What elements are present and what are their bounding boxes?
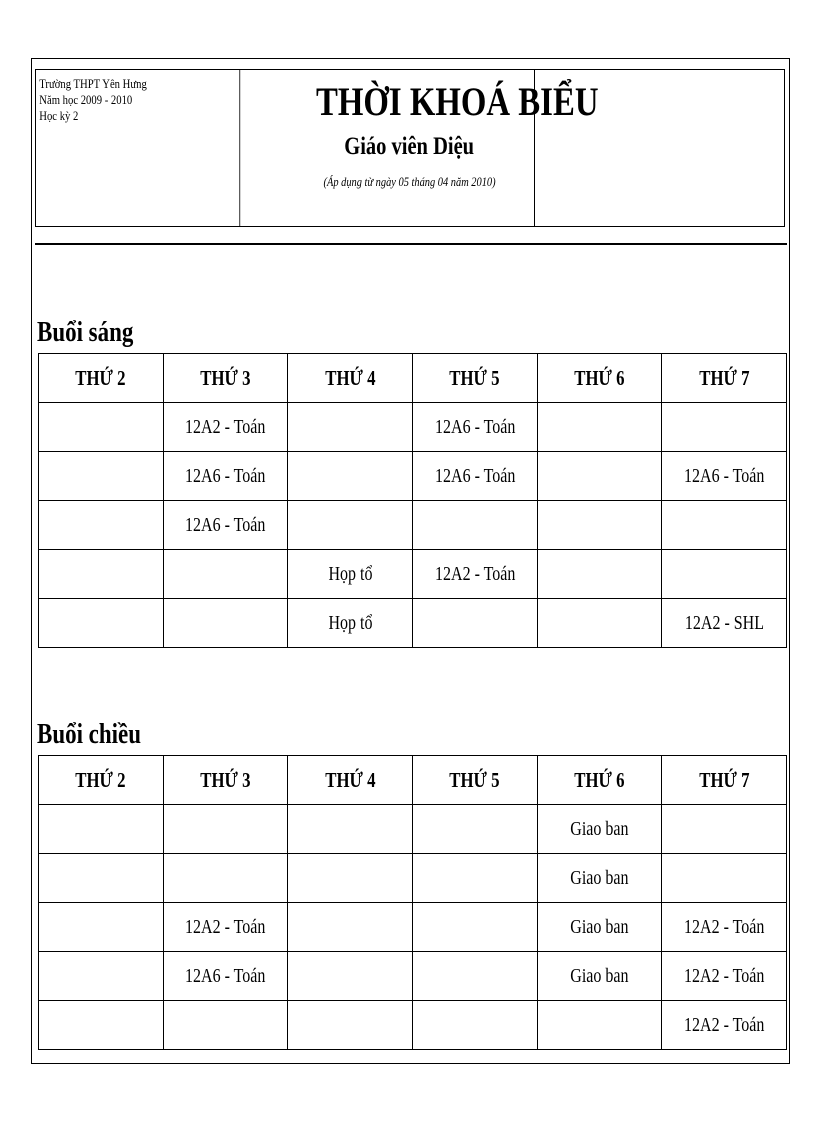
school-name: Trường THPT Yên Hưng <box>39 76 147 91</box>
day-header: THỨ 6 <box>537 354 662 403</box>
schedule-cell <box>412 599 537 648</box>
schedule-cell: Họp tổ <box>288 550 413 599</box>
schedule-cell <box>39 1001 164 1050</box>
schedule-cell <box>288 854 413 903</box>
schedule-cell <box>412 903 537 952</box>
schedule-cell <box>412 501 537 550</box>
schedule-cell <box>537 501 662 550</box>
schedule-cell <box>39 599 164 648</box>
day-header: THỨ 7 <box>662 756 787 805</box>
table-row <box>39 452 787 501</box>
schedule-cell <box>163 1001 288 1050</box>
schedule-cell <box>39 403 164 452</box>
header-box <box>35 69 785 227</box>
schedule-cell: Giao ban <box>537 854 662 903</box>
school-info <box>36 70 240 226</box>
schedule-cell: 12A2 - Toán <box>163 903 288 952</box>
schedule-cell <box>39 501 164 550</box>
schedule-cell <box>288 452 413 501</box>
table-row <box>39 903 787 952</box>
schedule-cell: 12A2 - SHL <box>662 599 787 648</box>
schedule-cell: 12A6 - Toán <box>163 452 288 501</box>
afternoon-schedule-table <box>38 755 787 1050</box>
day-header: THỨ 4 <box>288 756 413 805</box>
schedule-cell <box>662 805 787 854</box>
table-row <box>39 952 787 1001</box>
day-header: THỨ 2 <box>39 756 164 805</box>
schedule-cell: 12A6 - Toán <box>412 403 537 452</box>
day-header: THỨ 5 <box>412 354 537 403</box>
day-header: THỨ 7 <box>662 354 787 403</box>
day-header: THỨ 3 <box>163 354 288 403</box>
table-header-row <box>39 354 787 403</box>
schedule-cell <box>537 599 662 648</box>
divider <box>35 243 787 245</box>
schedule-cell <box>163 550 288 599</box>
schedule-cell <box>537 550 662 599</box>
schedule-cell <box>537 452 662 501</box>
schedule-cell: 12A6 - Toán <box>662 452 787 501</box>
schedule-cell <box>412 805 537 854</box>
schedule-cell <box>288 952 413 1001</box>
schedule-cell <box>412 854 537 903</box>
effective-date: (Áp dụng từ ngày 05 tháng 04 năm 2010) <box>323 174 496 189</box>
table-row <box>39 550 787 599</box>
schedule-cell <box>39 952 164 1001</box>
schedule-cell <box>662 550 787 599</box>
schedule-cell <box>39 805 164 854</box>
table-row <box>39 1001 787 1050</box>
table-row <box>39 501 787 550</box>
schedule-cell <box>288 501 413 550</box>
schedule-cell: Giao ban <box>537 952 662 1001</box>
table-header-row <box>39 756 787 805</box>
day-header: THỨ 2 <box>39 354 164 403</box>
schedule-cell <box>662 501 787 550</box>
schedule-cell <box>662 854 787 903</box>
schedule-cell <box>412 1001 537 1050</box>
schedule-cell: Giao ban <box>537 903 662 952</box>
schedule-cell <box>537 1001 662 1050</box>
schedule-cell: 12A6 - Toán <box>163 501 288 550</box>
teacher-name: Giáo viên Diệu <box>344 133 475 160</box>
day-header: THỨ 3 <box>163 756 288 805</box>
schedule-cell <box>163 599 288 648</box>
school-year: Năm học 2009 - 2010 <box>39 92 133 107</box>
schedule-cell <box>412 952 537 1001</box>
schedule-cell <box>39 452 164 501</box>
day-header: THỨ 4 <box>288 354 413 403</box>
morning-heading: Buổi sáng <box>37 317 134 348</box>
morning-schedule-table <box>38 353 787 648</box>
schedule-cell: Họp tổ <box>288 599 413 648</box>
schedule-cell: 12A2 - Toán <box>163 403 288 452</box>
schedule-cell <box>537 403 662 452</box>
schedule-cell <box>39 903 164 952</box>
day-header: THỨ 6 <box>537 756 662 805</box>
table-row <box>39 403 787 452</box>
schedule-cell <box>39 550 164 599</box>
schedule-cell: 12A2 - Toán <box>412 550 537 599</box>
schedule-cell <box>288 805 413 854</box>
schedule-cell: 12A2 - Toán <box>662 1001 787 1050</box>
schedule-cell <box>288 403 413 452</box>
schedule-cell: 12A6 - Toán <box>163 952 288 1001</box>
day-header: THỨ 5 <box>412 756 537 805</box>
schedule-cell <box>39 854 164 903</box>
schedule-cell: Giao ban <box>537 805 662 854</box>
schedule-cell: 12A2 - Toán <box>662 952 787 1001</box>
schedule-cell: 12A2 - Toán <box>662 903 787 952</box>
table-row <box>39 599 787 648</box>
semester: Học kỳ 2 <box>39 108 79 123</box>
schedule-cell <box>163 854 288 903</box>
title-block <box>285 70 599 226</box>
schedule-cell: 12A6 - Toán <box>412 452 537 501</box>
schedule-cell <box>163 805 288 854</box>
afternoon-heading: Buổi chiều <box>37 719 141 750</box>
table-row <box>39 805 787 854</box>
schedule-cell <box>288 1001 413 1050</box>
schedule-cell <box>288 903 413 952</box>
table-row <box>39 854 787 903</box>
schedule-cell <box>662 403 787 452</box>
document-title: THỜI KHOÁ BIỂU <box>316 79 599 124</box>
